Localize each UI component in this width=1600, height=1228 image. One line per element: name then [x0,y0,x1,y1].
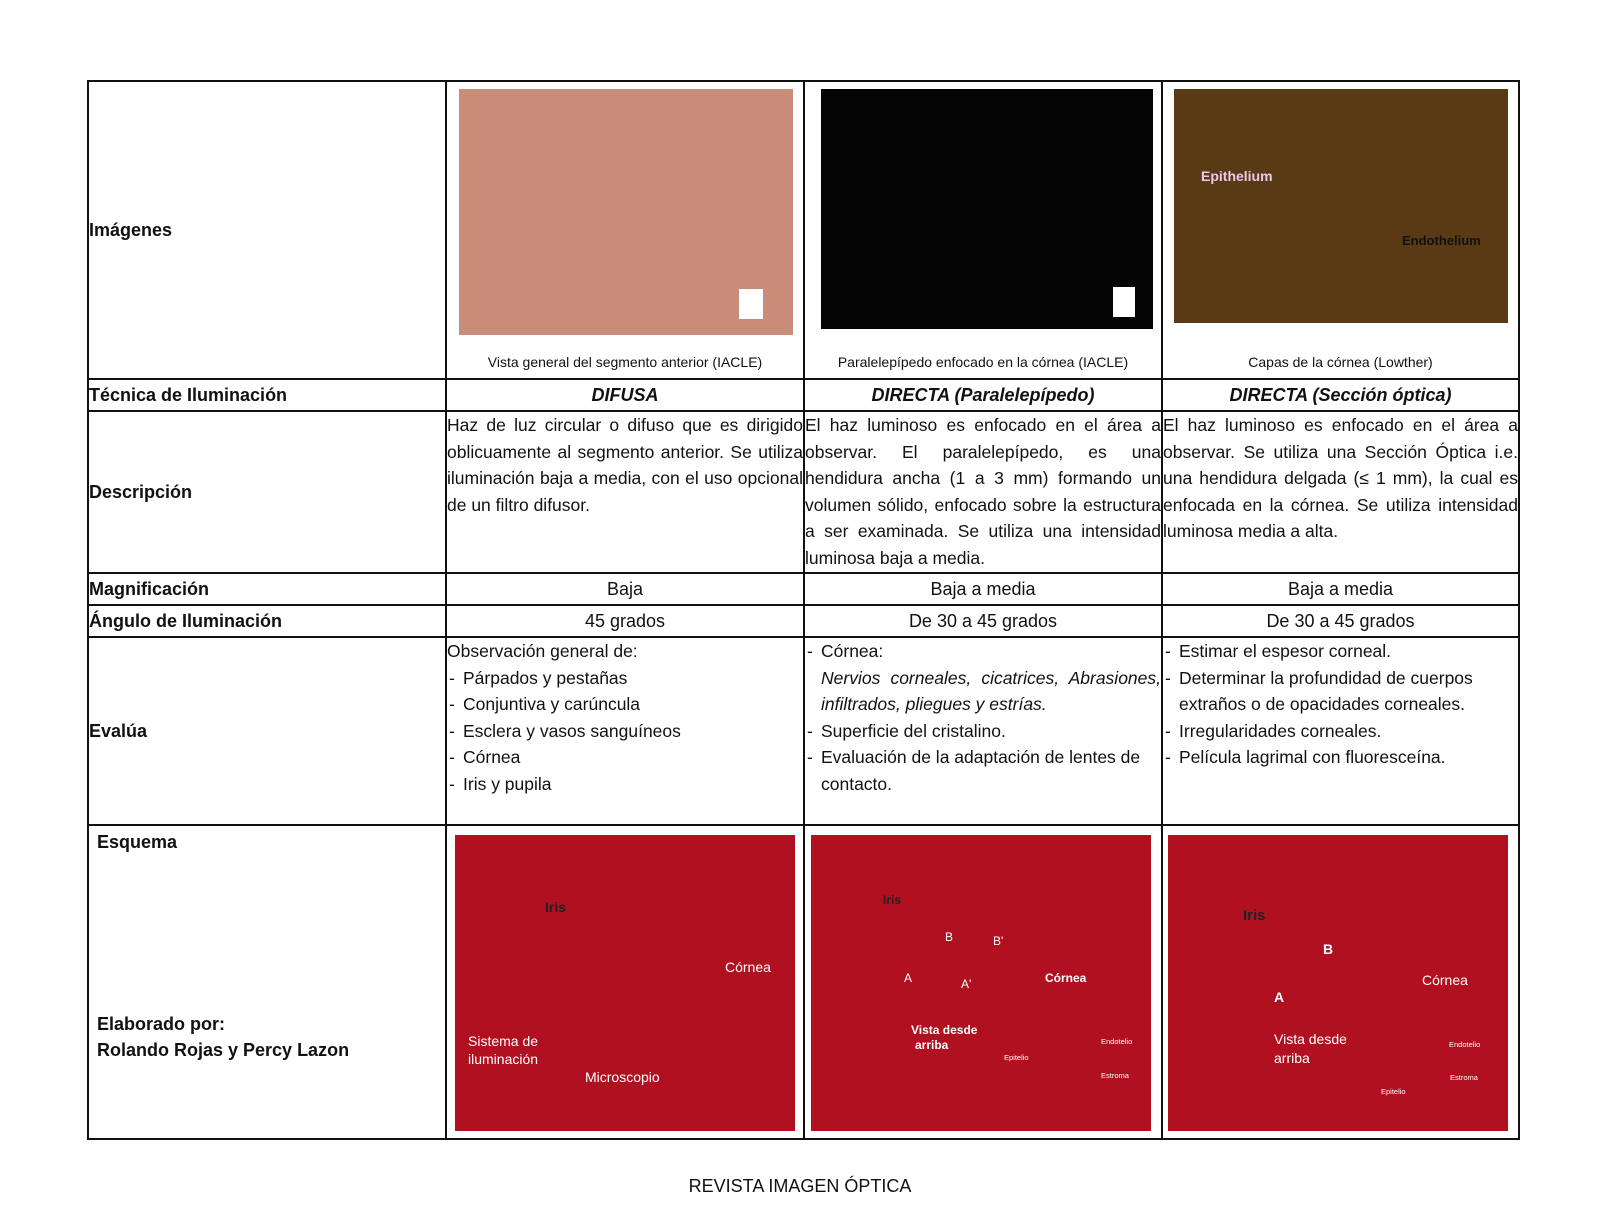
magnification-optic-section: Baja a media [1162,573,1519,605]
list-item: - Córnea [447,744,803,771]
point-b-label: B [1323,941,1334,957]
photo-anterior-segment [459,89,793,335]
technique-optic-section: DIRECTA (Sección óptica) [1162,379,1519,411]
epithelium-label: Epitelio [1381,1087,1406,1096]
angle-optic-section: De 30 a 45 grados [1162,605,1519,637]
top-view-label: Vista desde [1274,1031,1347,1047]
scheme-optic-section-diagram [1168,835,1508,1131]
description-parallelepiped: El haz luminoso es enfocado en el área a observar. El paralelepípedo, es una hendidura ancha (1 a 3 mm) formando un volumen sólido, enfocado sobre la estructura a ser examinada. Se utiliza una intensidad luminosa baja a media. [804,411,1162,573]
list-item: - Estimar el espesor corneal. [1163,638,1518,665]
point-b2-label: B' [993,934,1004,948]
row-label-images: Imágenes [88,81,446,379]
row-label-description: Descripción [88,411,446,573]
image-caption: Vista general del segmento anterior (IACLE) [487,354,763,370]
photo-parallelepiped [821,89,1153,329]
evaluates-intro: Observación general de: [447,641,638,661]
row-label-scheme: Esquema [97,832,178,852]
list-item: - Irregularidades corneales. [1163,718,1518,745]
top-view-label-2: arriba [1274,1050,1310,1066]
endothelium-label: Endotelio [1449,1040,1481,1049]
angle-parallelepiped: De 30 a 45 grados [804,605,1162,637]
list-item: - Córnea: [805,638,1161,665]
cornea-label: Córnea [725,959,771,975]
row-label-magnification: Magnificación [88,573,446,605]
scheme-label-cell [88,825,446,1139]
made-by-label: Elaborado por: [97,1014,226,1034]
list-item: - Conjuntiva y carúncula [447,691,803,718]
photo-cornea-layers [1174,89,1508,323]
point-a-label: A [1274,989,1285,1005]
iris-label: Iris [545,899,567,915]
top-view-label-2: arriba [915,1038,949,1052]
iris-label: Iris [1243,907,1266,924]
light-system-label: Sistema de [468,1033,539,1049]
magnification-diffuse: Baja [446,573,804,605]
top-view-label: Vista desde [911,1023,978,1037]
cornea-label: Córnea [1422,972,1468,988]
epithelium-label: Epitelio [1004,1053,1029,1062]
row-label-angle: Ángulo de Iluminación [88,605,446,637]
microscope-label: Microscopio [585,1069,660,1085]
image-cell-optic-section [1162,81,1519,379]
image-caption: Paralelepípedo enfocado en la córnea (IACLE) [837,354,1129,370]
list-item: - Iris y pupila [447,771,803,798]
endothelium-label: Endothelium [1402,233,1481,248]
illumination-table [87,80,1520,1140]
image-caption: Capas de la córnea (Lowther) [1248,354,1433,370]
cornea-label: Córnea [1045,971,1087,985]
evaluates-parallelepiped [804,637,1162,825]
evaluates-optic-section [1162,637,1519,825]
stroma-label: Estroma [1450,1073,1478,1082]
list-item: - Superficie del cristalino. [805,718,1161,745]
scheme-parallelepiped-diagram [811,835,1151,1131]
authors: Rolando Rojas y Percy Lazon [97,1040,350,1060]
row-label-evaluates: Evalúa [88,637,446,825]
iris-label: Iris [883,893,902,907]
epithelium-label: Epithelium [1201,168,1273,184]
magnification-parallelepiped: Baja a media [804,573,1162,605]
list-item: - Película lagrimal con fluoresceína. [1163,744,1518,771]
angle-diffuse: 45 grados [446,605,804,637]
list-item-italic: Nervios corneales, cicatrices, Abrasiones, infiltrados, pliegues y estrías. [821,667,1161,714]
scheme-cell-parallelepiped [804,825,1162,1139]
list-item: - Determinar la profundidad de cuerpos extraños o de opacidades corneales. [1163,665,1518,718]
light-system-label-2: iluminación [468,1051,539,1067]
technique-diffuse: DIFUSA [446,379,804,411]
point-a2-label: A' [961,977,972,991]
image-cell-parallelepiped [804,81,1162,379]
technique-parallelepiped: DIRECTA (Paralelepípedo) [804,379,1162,411]
stroma-label: Estroma [1101,1071,1129,1080]
list-item: - Evaluación de la adaptación de lentes de contacto. [805,744,1161,797]
point-b-label: B [945,930,954,944]
scheme-cell-optic-section [1162,825,1519,1139]
description-optic-section: El haz luminoso es enfocado en el área a observar. Se utiliza una Sección Óptica i.e. una hendidura delgada (≤ 1 mm), la cual es enfocada en la córnea. Se utiliza intensidad luminosa media a alta. [1162,411,1519,573]
list-item: - Esclera y vasos sanguíneos [447,718,803,745]
image-cell-diffuse [446,81,804,379]
journal-footer: REVISTA IMAGEN ÓPTICA [688,1176,912,1196]
description-diffuse: Haz de luz circular o difuso que es dirigido oblicuamente al segmento anterior. Se utiliza iluminación baja a media, con el uso opcional de un filtro difusor. [446,411,804,573]
evaluates-diffuse [446,637,804,825]
endothelium-label: Endotelio [1101,1037,1133,1046]
point-a-label: A [904,971,913,985]
scheme-diffuse-diagram [455,835,795,1131]
scheme-cell-diffuse [446,825,804,1139]
list-item: - Párpados y pestañas [447,665,803,692]
row-label-technique: Técnica de Iluminación [88,379,446,411]
